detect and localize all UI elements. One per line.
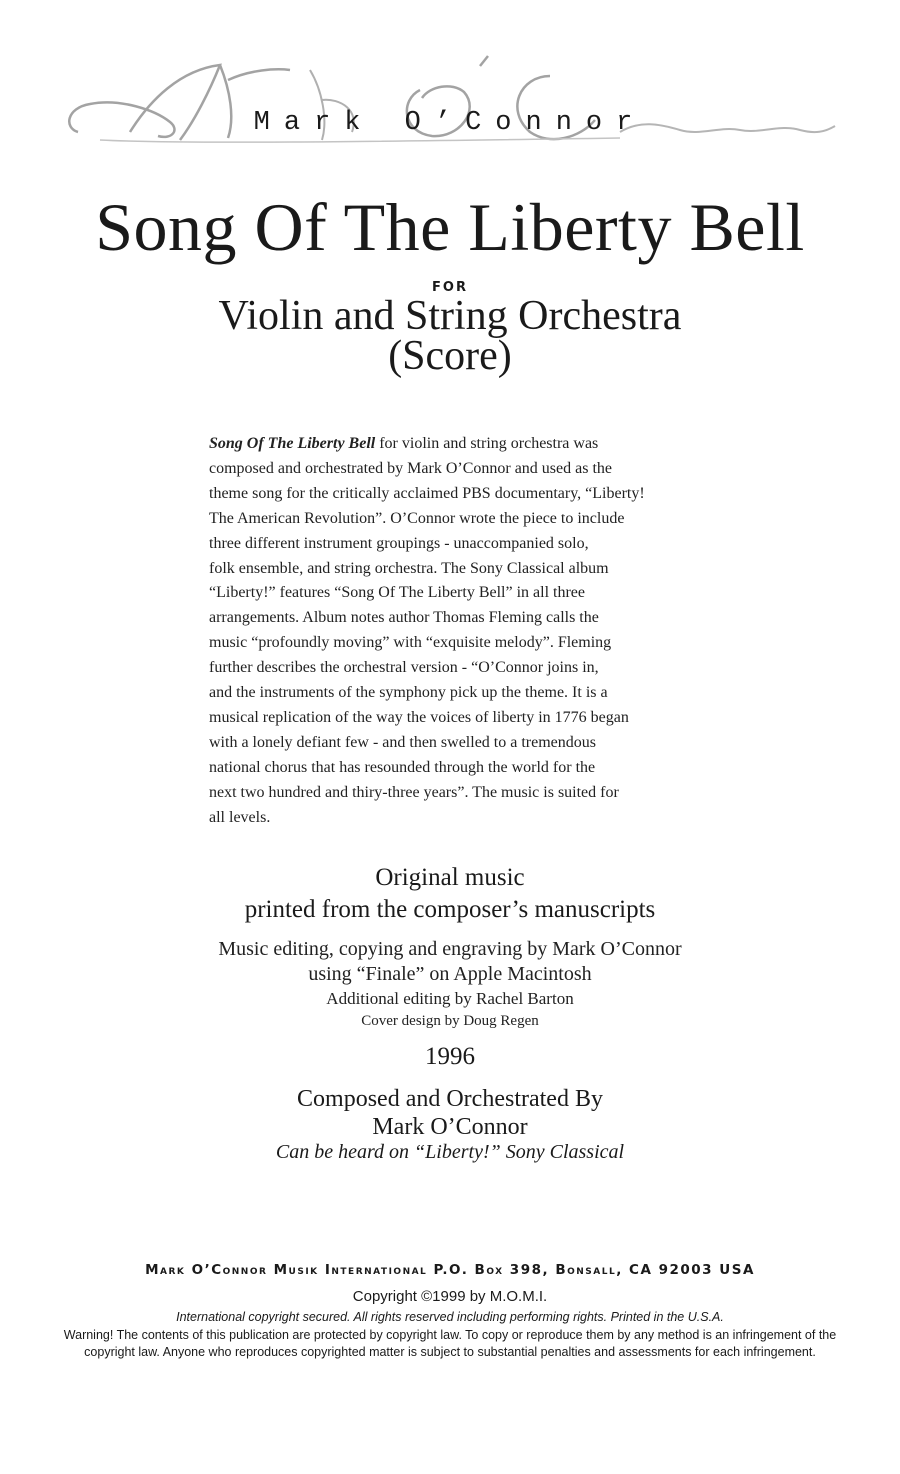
description-line: with a lonely defiant few - and then swelled to a tremendous [209,733,596,751]
copyright-warning: Warning! The contents of this publication are protected by copyright law. To copy or reproduce them by any method is an infringement of the copyright law. Anyone who reproduces copyrighted matter is subject to substantial penalties and assessments for each infringement. [63,1328,837,1359]
engraving-credit: Music editing, copying and engraving by Mark O’Connor [218,938,682,960]
original-music-note [0,862,900,926]
description-line: folk ensemble, and string orchestra. The Sony Classical album [209,559,609,577]
description-line: further describes the orchestral version - “O’Connor joins in, [209,659,599,677]
composer-block [0,1085,900,1141]
copyright-line: Copyright ©1999 by M.O.M.I. [352,1288,548,1305]
description-line: composed and orchestrated by Mark O’Connor and used as the [209,459,612,477]
credits [0,937,900,1032]
description-line: and the instruments of the symphony pick up the theme. It is a [209,684,608,702]
subtitle-instrumentation: Violin and String Orchestra [218,293,682,339]
composer-label: Composed and Orchestrated By [297,1086,603,1112]
description-line: music “profoundly moving” with “exquisite melody”. Fleming [209,634,612,652]
publisher-address: Mark O’Connor Musik International P.O. Box 398, Bonsall, CA 92003 USA [145,1262,755,1278]
page-title: Song Of The Liberty Bell [95,189,805,265]
subtitle [0,293,900,379]
description-title: Song Of The Liberty Bell [209,435,376,452]
description-line: theme song for the critically acclaimed PBS documentary, “Liberty! [209,484,645,502]
cover-design-credit: Cover design by Doug Regen [361,1013,539,1029]
subtitle-edition: (Score) [388,333,512,379]
manuscripts-line: printed from the composer’s manuscripts [244,896,656,923]
description-line: The American Revolution”. O’Connor wrote the piece to include [209,509,625,527]
description-line: “Liberty!” features “Song Of The Liberty Bell” in all three [209,584,585,602]
description-paragraph [209,432,689,831]
brand-name: Mark O’Connor [253,108,647,138]
signature-logo [60,40,840,160]
description-line: next two hundred and thiry-three years”. The music is suited for [209,783,619,801]
additional-editing-credit: Additional editing by Rachel Barton [326,989,574,1008]
description-line: all levels. [209,808,271,826]
composer-name: Mark O’Connor [372,1114,528,1140]
software-credit: using “Finale” on Apple Macintosh [308,963,592,985]
description-line: arrangements. Album notes author Thomas Fleming calls the [209,609,599,627]
signature-flourish-icon [60,40,840,160]
description-line: national chorus that has resounded through the world for the [209,758,596,776]
description-line: three different instrument groupings - unaccompanied solo, [209,534,589,552]
recording-note: Can be heard on “Liberty!” Sony Classical [275,1141,625,1163]
original-music-line: Original music [375,864,525,891]
for-label: FOR [432,280,468,295]
rights-notice: International copyright secured. All rights reserved including performing rights. Printed in the U.S.A. [176,1310,724,1324]
description-line: musical replication of the way the voices of liberty in 1776 began [209,708,629,726]
year: 1996 [425,1043,475,1070]
description-line: for violin and string orchestra was [375,435,599,452]
